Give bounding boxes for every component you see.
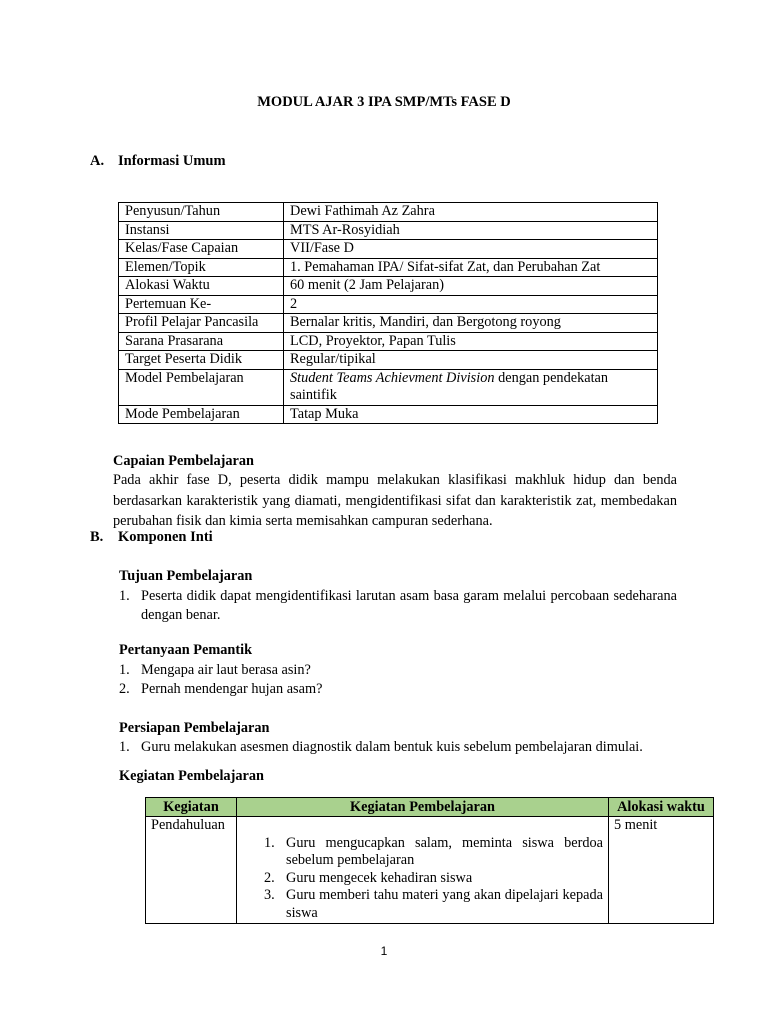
info-key: Pertemuan Ke-: [119, 295, 284, 314]
table-row: [119, 258, 658, 277]
info-key: Alokasi Waktu: [119, 277, 284, 296]
info-key: Mode Pembelajaran: [119, 405, 284, 424]
section-b-label: Komponen Inti: [118, 529, 213, 545]
info-key: Model Pembelajaran: [119, 369, 284, 405]
list-item-number: 1.: [119, 588, 130, 604]
tujuan-heading: Tujuan Pembelajaran: [119, 568, 253, 584]
list-item-text: Pernah mendengar hujan asam?: [141, 680, 323, 697]
list-item-number: 2.: [264, 869, 275, 886]
list-item: [264, 835, 603, 870]
column-header-kegiatan-pembelajaran: Kegiatan Pembelajaran: [237, 798, 609, 817]
list-item-text: Peserta didik dapat mengidentifikasi larutan asam basa garam melalui percobaan sedeharana dengan benar.: [141, 588, 677, 623]
pertanyaan-list: [119, 661, 677, 698]
table-row: [119, 369, 658, 405]
info-value: Regular/tipikal: [284, 351, 658, 370]
info-value-rest: dengan pendekatan saintifik: [290, 369, 609, 403]
info-key: Profil Pelajar Pancasila: [119, 314, 284, 333]
info-value: [284, 369, 658, 405]
info-value: Tatap Muka: [284, 405, 658, 424]
list-item-number: 3.: [264, 887, 275, 904]
list-item-text: Guru mengucapkan salam, meminta siswa berdoa sebelum pembelajaran: [286, 834, 603, 869]
table-row: [119, 295, 658, 314]
section-a-number: A.: [90, 153, 105, 169]
list-item: [119, 738, 689, 757]
table-row: [119, 277, 658, 296]
info-key: Target Peserta Didik: [119, 351, 284, 370]
table-row: [146, 817, 714, 924]
info-key: Instansi: [119, 221, 284, 240]
info-value: Dewi Fathimah Az Zahra: [284, 203, 658, 222]
activities-cell: [237, 817, 609, 924]
document-title: MODUL AJAR 3 IPA SMP/MTs FASE D: [257, 94, 511, 110]
list-item: [264, 887, 603, 922]
info-value: LCD, Proyektor, Papan Tulis: [284, 332, 658, 351]
info-value: 1. Pemahaman IPA/ Sifat-sifat Zat, dan Perubahan Zat: [284, 258, 658, 277]
info-table: [118, 202, 658, 424]
list-item-number: 1.: [119, 662, 130, 678]
list-item: [119, 661, 677, 680]
table-row: [119, 240, 658, 259]
info-key: Sarana Prasarana: [119, 332, 284, 351]
list-item-number: 1.: [264, 834, 275, 851]
kegiatan-table: [145, 797, 714, 924]
info-key: Penyusun/Tahun: [119, 203, 284, 222]
section-a-heading: [90, 153, 226, 170]
tujuan-list: [119, 587, 677, 624]
list-item: [264, 870, 603, 888]
capaian-heading: Capaian Pembelajaran: [113, 453, 254, 469]
info-value: 60 menit (2 Jam Pelajaran): [284, 277, 658, 296]
kegiatan-heading: Kegiatan Pembelajaran: [119, 768, 264, 784]
info-value: Bernalar kritis, Mandiri, dan Bergotong royong: [284, 314, 658, 333]
info-key: Elemen/Topik: [119, 258, 284, 277]
list-item-text: Mengapa air laut berasa asin?: [141, 662, 311, 678]
list-item-text: Guru memberi tahu materi yang akan dipelajari kepada siswa: [286, 887, 603, 921]
section-b-number: B.: [90, 529, 104, 545]
time-cell: 5 menit: [609, 817, 714, 924]
info-value: MTS Ar-Rosyidiah: [284, 221, 658, 240]
list-item: [119, 587, 677, 624]
page-number: 1: [380, 944, 388, 958]
section-b-heading: [90, 529, 213, 546]
persiapan-list: [119, 738, 689, 757]
info-value: 2: [284, 295, 658, 314]
persiapan-heading: Persiapan Pembelajaran: [119, 720, 270, 736]
table-row: [119, 314, 658, 333]
table-row: [119, 203, 658, 222]
column-header-alokasi-waktu: Alokasi waktu: [609, 798, 714, 817]
info-key: Kelas/Fase Capaian: [119, 240, 284, 259]
column-header-kegiatan: Kegiatan: [146, 798, 237, 817]
list-item-number: 1.: [119, 739, 130, 755]
info-value: VII/Fase D: [284, 240, 658, 259]
section-a-label: Informasi Umum: [118, 153, 226, 169]
table-row: [119, 221, 658, 240]
list-item-text: Guru mengecek kehadiran siswa: [286, 869, 473, 886]
phase-cell: Pendahuluan: [146, 817, 237, 924]
table-row: [119, 332, 658, 351]
info-value-italic: Student Teams Achievment Division: [290, 369, 495, 386]
list-item-number: 2.: [119, 680, 130, 697]
capaian-paragraph: Pada akhir fase D, peserta didik mampu melakukan klasifikasi makhluk hidup dan benda berdasarkan karakteristik yang diamati, mengidentifikasi sifat dan karakteristik zat, membedakan perubahan fisik dan kimia serta memisahkan campuran sederhana.: [113, 472, 677, 529]
list-item: [119, 680, 677, 699]
list-item-text: Guru melakukan asesmen diagnostik dalam bentuk kuis sebelum pembelajaran dimulai.: [141, 739, 643, 755]
pertanyaan-heading: Pertanyaan Pemantik: [119, 642, 253, 658]
table-row: [119, 405, 658, 424]
table-row: [119, 351, 658, 370]
